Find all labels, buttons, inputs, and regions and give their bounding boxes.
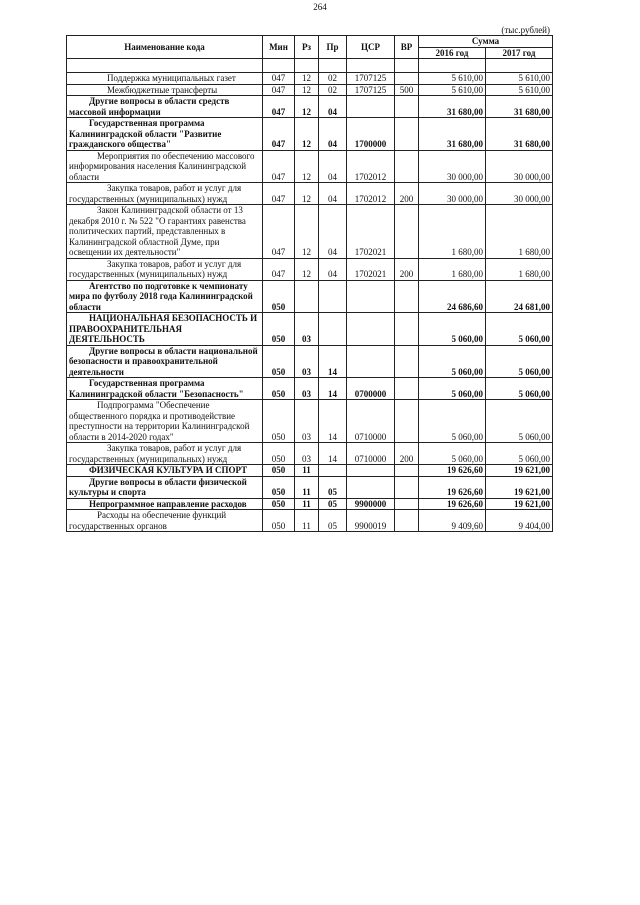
table-row <box>67 465 553 477</box>
row-amount-2017: 5 060,00 <box>486 313 553 346</box>
table-row <box>67 183 553 205</box>
row-min: 050 <box>263 465 295 477</box>
row-amount-2017: 30 000,00 <box>486 150 553 183</box>
row-rz: 03 <box>295 313 319 346</box>
row-name: Агентство по подготовке к чемпионату мира по футболу 2018 года Калининградской области <box>67 280 263 313</box>
table-row <box>67 84 553 96</box>
table-row <box>67 443 553 465</box>
row-min: 047 <box>263 96 295 118</box>
row-pr: 04 <box>319 96 347 118</box>
row-csr: 1702021 <box>347 205 395 259</box>
row-min: 047 <box>263 150 295 183</box>
row-rz: 03 <box>295 378 319 400</box>
row-min: 047 <box>263 84 295 96</box>
row-csr: 9900000 <box>347 498 395 510</box>
row-min: 050 <box>263 443 295 465</box>
row-rz: 12 <box>295 205 319 259</box>
page-number: 264 <box>313 2 327 12</box>
table-row <box>67 510 553 532</box>
row-min: 047 <box>263 258 295 280</box>
row-rz: 12 <box>295 150 319 183</box>
row-pr <box>319 313 347 346</box>
row-name: ФИЗИЧЕСКАЯ КУЛЬТУРА И СПОРТ <box>67 465 263 477</box>
row-rz: 12 <box>295 96 319 118</box>
row-vr: 200 <box>395 258 419 280</box>
row-amount-2017: 24 681,00 <box>486 280 553 313</box>
row-amount-2017: 1 680,00 <box>486 258 553 280</box>
row-csr: 1700000 <box>347 118 395 151</box>
row-csr <box>347 280 395 313</box>
row-amount-2016: 31 680,00 <box>419 96 486 118</box>
table-row <box>67 476 553 498</box>
row-csr <box>347 96 395 118</box>
row-rz: 12 <box>295 183 319 205</box>
row-name: Закупка товаров, работ и услуг для государственных (муниципальных) нужд <box>67 183 263 205</box>
row-amount-2017: 30 000,00 <box>486 183 553 205</box>
row-amount-2017: 31 680,00 <box>486 118 553 151</box>
row-amount-2017: 31 680,00 <box>486 96 553 118</box>
row-vr <box>395 345 419 378</box>
row-csr <box>347 476 395 498</box>
row-pr: 02 <box>319 84 347 96</box>
row-rz: 12 <box>295 73 319 85</box>
row-csr: 1707125 <box>347 73 395 85</box>
row-name: Подпрограмма "Обеспечение общественного порядка и противодействие преступности на территории Калининградской области в 2014-2020 годах" <box>67 400 263 443</box>
row-name: Государственная программа Калининградской области "Безопасность" <box>67 378 263 400</box>
row-rz: 03 <box>295 345 319 378</box>
row-name: Межбюджетные трансферты <box>67 84 263 96</box>
row-csr: 1702021 <box>347 258 395 280</box>
row-rz: 03 <box>295 400 319 443</box>
row-rz <box>295 280 319 313</box>
row-vr <box>395 96 419 118</box>
row-amount-2017: 9 404,00 <box>486 510 553 532</box>
row-min: 050 <box>263 498 295 510</box>
row-amount-2017: 19 621,00 <box>486 498 553 510</box>
table-row <box>67 378 553 400</box>
table-header <box>67 36 553 59</box>
table-row <box>67 498 553 510</box>
row-name: Мероприятия по обеспечению массового информирования населения Калининградской области <box>67 150 263 183</box>
row-pr <box>319 465 347 477</box>
table-row <box>67 313 553 346</box>
table-body <box>67 59 553 532</box>
row-vr <box>395 150 419 183</box>
row-amount-2016: 5 060,00 <box>419 378 486 400</box>
row-name: Закупка товаров, работ и услуг для государственных (муниципальных) нужд <box>67 443 263 465</box>
row-min: 050 <box>263 400 295 443</box>
row-pr: 14 <box>319 443 347 465</box>
row-rz: 11 <box>295 498 319 510</box>
row-pr <box>319 280 347 313</box>
row-csr: 0710000 <box>347 400 395 443</box>
budget-table <box>66 35 553 532</box>
row-vr <box>395 510 419 532</box>
header-name: Наименование кода <box>67 36 263 59</box>
row-min: 050 <box>263 476 295 498</box>
row-name: Расходы на обеспечение функций государственных органов <box>67 510 263 532</box>
row-rz: 11 <box>295 510 319 532</box>
row-min: 047 <box>263 183 295 205</box>
row-pr: 04 <box>319 150 347 183</box>
header-sum: Сумма <box>419 36 553 48</box>
table-row <box>67 205 553 259</box>
row-amount-2016: 24 686,60 <box>419 280 486 313</box>
row-csr <box>347 345 395 378</box>
row-name: Поддержка муниципальных газет <box>67 73 263 85</box>
header-year-2016: 2016 год <box>419 47 486 59</box>
row-csr: 9900019 <box>347 510 395 532</box>
row-amount-2017: 19 621,00 <box>486 476 553 498</box>
table-row <box>67 345 553 378</box>
row-amount-2017: 5 060,00 <box>486 400 553 443</box>
row-name: Непрограммное направление расходов <box>67 498 263 510</box>
row-csr: 1707125 <box>347 84 395 96</box>
row-pr: 04 <box>319 258 347 280</box>
row-min: 050 <box>263 510 295 532</box>
row-rz: 12 <box>295 118 319 151</box>
row-pr: 14 <box>319 400 347 443</box>
row-pr: 14 <box>319 345 347 378</box>
row-pr: 14 <box>319 378 347 400</box>
row-name: Другие вопросы в области средств массовой информации <box>67 96 263 118</box>
row-amount-2016: 19 626,60 <box>419 465 486 477</box>
row-vr: 500 <box>395 84 419 96</box>
row-pr: 02 <box>319 73 347 85</box>
row-amount-2016: 5 610,00 <box>419 84 486 96</box>
row-csr: 1702012 <box>347 150 395 183</box>
header-rz: Рз <box>295 36 319 59</box>
row-amount-2016: 31 680,00 <box>419 118 486 151</box>
row-amount-2016: 5 060,00 <box>419 313 486 346</box>
row-csr: 0710000 <box>347 443 395 465</box>
row-rz: 03 <box>295 443 319 465</box>
row-amount-2017: 19 621,00 <box>486 465 553 477</box>
header-csr: ЦСР <box>347 36 395 59</box>
row-csr <box>347 465 395 477</box>
row-vr <box>395 205 419 259</box>
row-amount-2016: 5 060,00 <box>419 345 486 378</box>
table-row <box>67 96 553 118</box>
table-row <box>67 280 553 313</box>
row-min: 047 <box>263 118 295 151</box>
row-pr: 04 <box>319 205 347 259</box>
row-vr: 200 <box>395 443 419 465</box>
header-vr: ВР <box>395 36 419 59</box>
row-pr: 05 <box>319 476 347 498</box>
row-min: 047 <box>263 205 295 259</box>
row-pr: 04 <box>319 183 347 205</box>
row-vr <box>395 280 419 313</box>
row-vr <box>395 73 419 85</box>
row-pr: 04 <box>319 118 347 151</box>
row-amount-2016: 5 060,00 <box>419 400 486 443</box>
row-pr: 05 <box>319 498 347 510</box>
header-year-2017: 2017 год <box>486 47 553 59</box>
row-min: 050 <box>263 345 295 378</box>
row-vr <box>395 313 419 346</box>
row-amount-2016: 5 610,00 <box>419 73 486 85</box>
row-rz: 11 <box>295 465 319 477</box>
row-vr <box>395 498 419 510</box>
row-csr <box>347 313 395 346</box>
row-amount-2016: 1 680,00 <box>419 258 486 280</box>
row-csr: 0700000 <box>347 378 395 400</box>
row-rz: 12 <box>295 84 319 96</box>
row-amount-2016: 30 000,00 <box>419 150 486 183</box>
row-name: Закон Калининградской области от 13 декабря 2010 г. № 522 "О гарантиях равенства политических партий, представленных в Калининградской областной Думе, при освещении их деятельности" <box>67 205 263 259</box>
row-amount-2016: 5 060,00 <box>419 443 486 465</box>
row-vr <box>395 118 419 151</box>
row-rz: 11 <box>295 476 319 498</box>
row-amount-2017: 5 610,00 <box>486 84 553 96</box>
row-min: 050 <box>263 280 295 313</box>
row-vr <box>395 476 419 498</box>
table-row <box>67 150 553 183</box>
row-amount-2016: 1 680,00 <box>419 205 486 259</box>
table-row <box>67 73 553 85</box>
table-row <box>67 400 553 443</box>
table-row <box>67 118 553 151</box>
row-vr <box>395 400 419 443</box>
row-amount-2016: 30 000,00 <box>419 183 486 205</box>
row-name: НАЦИОНАЛЬНАЯ БЕЗОПАСНОСТЬ И ПРАВООХРАНИТЕЛЬНАЯ ДЕЯТЕЛЬНОСТЬ <box>67 313 263 346</box>
row-amount-2016: 9 409,60 <box>419 510 486 532</box>
row-amount-2017: 1 680,00 <box>486 205 553 259</box>
row-pr: 05 <box>319 510 347 532</box>
row-rz: 12 <box>295 258 319 280</box>
row-vr: 200 <box>395 183 419 205</box>
units-note: (тыс.рублей) <box>501 25 550 35</box>
row-amount-2017: 5 060,00 <box>486 443 553 465</box>
row-min: 050 <box>263 378 295 400</box>
row-min: 050 <box>263 313 295 346</box>
row-min: 047 <box>263 73 295 85</box>
row-name: Закупка товаров, работ и услуг для государственных (муниципальных) нужд <box>67 258 263 280</box>
row-amount-2016: 19 626,60 <box>419 498 486 510</box>
row-vr <box>395 378 419 400</box>
row-name: Другие вопросы в области физической культуры и спорта <box>67 476 263 498</box>
spacer-row <box>67 59 553 73</box>
header-min: Мин <box>263 36 295 59</box>
row-amount-2017: 5 060,00 <box>486 378 553 400</box>
row-amount-2016: 19 626,60 <box>419 476 486 498</box>
row-name: Государственная программа Калининградской области "Развитие гражданского общества" <box>67 118 263 151</box>
row-amount-2017: 5 610,00 <box>486 73 553 85</box>
row-amount-2017: 5 060,00 <box>486 345 553 378</box>
row-vr <box>395 465 419 477</box>
row-name: Другие вопросы в области национальной безопасности и правоохранительной деятельности <box>67 345 263 378</box>
table-row <box>67 258 553 280</box>
row-csr: 1702012 <box>347 183 395 205</box>
header-pr: Пр <box>319 36 347 59</box>
